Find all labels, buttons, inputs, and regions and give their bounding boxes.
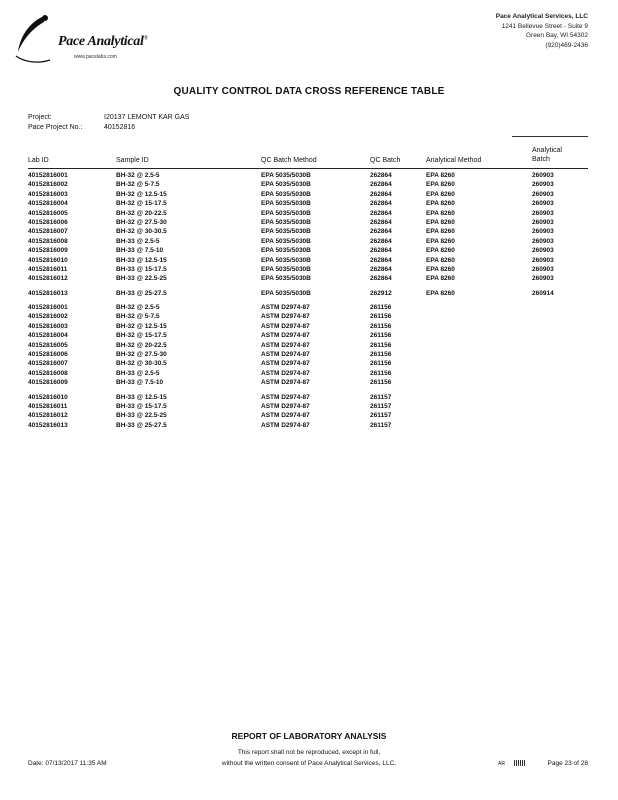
cell-lab-id: 40152816010 bbox=[28, 256, 68, 264]
cell-qc-batch: 261156 bbox=[370, 360, 392, 368]
cell-analytical-batch: 260903 bbox=[532, 275, 554, 283]
table-row bbox=[28, 422, 588, 431]
cell-qc-batch: 262864 bbox=[370, 209, 392, 217]
cell-lab-id: 40152816010 bbox=[28, 393, 68, 401]
cell-qc-batch: 262864 bbox=[370, 172, 392, 179]
col-header-qc-method: QC Batch Method bbox=[261, 157, 317, 164]
report-date: Date: 07/13/2017 11:35 AM bbox=[28, 760, 107, 767]
cell-qc-batch-method: ASTM D2974-87 bbox=[261, 322, 310, 330]
cell-qc-batch: 262864 bbox=[370, 247, 392, 255]
logo-registered-mark: ® bbox=[143, 35, 148, 42]
lab-address bbox=[496, 12, 588, 50]
cell-lab-id: 40152816007 bbox=[28, 360, 68, 368]
cell-qc-batch: 261156 bbox=[370, 313, 392, 321]
cell-qc-batch-method: EPA 5035/5030B bbox=[261, 218, 311, 226]
cell-lab-id: 40152816002 bbox=[28, 181, 68, 189]
cell-analytical-batch: 260903 bbox=[532, 237, 554, 245]
header-divider bbox=[512, 136, 588, 137]
pace-project-label: Pace Project No.: bbox=[28, 124, 83, 131]
logo-name: Pace Analytical® bbox=[58, 34, 148, 49]
pace-swoosh-icon bbox=[14, 12, 54, 68]
cell-analytical-method: EPA 8260 bbox=[426, 265, 455, 273]
cell-analytical-batch: 260903 bbox=[532, 172, 554, 179]
cell-analytical-method: EPA 8260 bbox=[426, 172, 455, 179]
project-value: I20137 LEMONT KAR GAS bbox=[104, 114, 190, 121]
cell-lab-id: 40152816009 bbox=[28, 247, 68, 255]
cell-lab-id: 40152816008 bbox=[28, 369, 68, 377]
table-row bbox=[28, 219, 588, 228]
cell-qc-batch: 262864 bbox=[370, 181, 392, 189]
cell-lab-id: 40152816011 bbox=[28, 402, 68, 410]
cell-qc-batch-method: ASTM D2974-87 bbox=[261, 369, 310, 377]
cell-sample-id: BH-32 @ 2.5-5 bbox=[116, 172, 160, 179]
cell-qc-batch-method: EPA 5035/5030B bbox=[261, 265, 311, 273]
cell-qc-batch-method: ASTM D2974-87 bbox=[261, 332, 310, 340]
table-row bbox=[28, 351, 588, 360]
cell-lab-id: 40152816012 bbox=[28, 275, 68, 283]
cell-qc-batch: 262864 bbox=[370, 190, 392, 198]
cell-qc-batch: 261157 bbox=[370, 393, 392, 401]
cell-qc-batch-method: EPA 5035/5030B bbox=[261, 275, 311, 283]
table-row bbox=[28, 172, 588, 181]
address-company: Pace Analytical Services, LLC bbox=[495, 13, 588, 20]
cell-sample-id: BH-32 @ 2.5-5 bbox=[116, 304, 160, 312]
cell-analytical-method: EPA 8260 bbox=[426, 275, 455, 283]
cell-qc-batch: 262864 bbox=[370, 237, 392, 245]
address-phone: (920)469-2436 bbox=[545, 41, 588, 49]
cell-qc-batch-method: ASTM D2974-87 bbox=[261, 351, 310, 359]
project-label: Project: bbox=[28, 114, 52, 121]
cell-qc-batch-method: ASTM D2974-87 bbox=[261, 379, 310, 387]
cell-analytical-method: EPA 8260 bbox=[426, 237, 455, 245]
table-row bbox=[28, 191, 588, 200]
cell-sample-id: BH-32 @ 12.5-15 bbox=[116, 190, 167, 198]
cell-qc-batch: 262864 bbox=[370, 265, 392, 273]
table-row bbox=[28, 275, 588, 284]
cell-qc-batch-method: EPA 5035/5030B bbox=[261, 247, 311, 255]
table-row bbox=[28, 342, 588, 351]
cell-qc-batch-method: EPA 5035/5030B bbox=[261, 289, 311, 297]
cell-lab-id: 40152816003 bbox=[28, 190, 68, 198]
col-header-analytical-batch bbox=[532, 146, 562, 164]
cell-sample-id: BH-33 @ 2.5-5 bbox=[116, 369, 160, 377]
cell-analytical-batch: 260903 bbox=[532, 200, 554, 208]
table-row bbox=[28, 200, 588, 209]
cell-qc-batch-method: EPA 5035/5030B bbox=[261, 228, 311, 236]
cell-sample-id: BH-32 @ 15-17.5 bbox=[116, 332, 167, 340]
cell-analytical-method: EPA 8260 bbox=[426, 190, 455, 198]
cell-lab-id: 40152816003 bbox=[28, 322, 68, 330]
cell-analytical-batch: 260903 bbox=[532, 209, 554, 217]
cell-analytical-method: EPA 8260 bbox=[426, 256, 455, 264]
cell-sample-id: BH-33 @ 22.5-25 bbox=[116, 412, 167, 420]
col-header-lab-id: Lab ID bbox=[28, 157, 49, 164]
cell-analytical-batch: 260914 bbox=[532, 289, 554, 297]
cell-qc-batch-method: EPA 5035/5030B bbox=[261, 181, 311, 189]
qc-table-body bbox=[28, 172, 588, 431]
table-row bbox=[28, 181, 588, 190]
cell-qc-batch-method: ASTM D2974-87 bbox=[261, 304, 310, 312]
cell-qc-batch: 261157 bbox=[370, 402, 392, 410]
cell-lab-id: 40152816001 bbox=[28, 172, 68, 179]
address-city: Green Bay, WI 54302 bbox=[525, 32, 588, 39]
cell-analytical-batch: 260903 bbox=[532, 181, 554, 189]
cell-qc-batch-method: EPA 5035/5030B bbox=[261, 172, 311, 179]
page-title: QUALITY CONTROL DATA CROSS REFERENCE TABLE bbox=[173, 86, 445, 97]
cell-qc-batch: 261157 bbox=[370, 421, 392, 429]
cell-qc-batch: 262864 bbox=[370, 275, 392, 283]
reviewer-initials: AR bbox=[498, 761, 505, 767]
table-row bbox=[28, 332, 588, 341]
table-row bbox=[28, 210, 588, 219]
cell-qc-batch: 262864 bbox=[370, 256, 392, 264]
cell-lab-id: 40152816007 bbox=[28, 228, 68, 236]
table-row bbox=[28, 403, 588, 412]
cell-lab-id: 40152816004 bbox=[28, 332, 68, 340]
company-logo bbox=[14, 12, 164, 68]
footer-note-line1: This report shall not be reproduced, except in full, bbox=[237, 749, 381, 756]
cell-analytical-batch: 260903 bbox=[532, 247, 554, 255]
cell-sample-id: BH-33 @ 12.5-15 bbox=[116, 256, 167, 264]
table-row bbox=[28, 228, 588, 237]
cell-qc-batch-method: ASTM D2974-87 bbox=[261, 341, 310, 349]
cell-qc-batch-method: ASTM D2974-87 bbox=[261, 313, 310, 321]
cell-lab-id: 40152816013 bbox=[28, 289, 68, 297]
table-row bbox=[28, 290, 588, 299]
footer-note-line2: without the written consent of Pace Analytical Services, LLC. bbox=[221, 760, 397, 767]
cell-lab-id: 40152816011 bbox=[28, 265, 68, 273]
cell-analytical-method: EPA 8260 bbox=[426, 247, 455, 255]
cell-analytical-method: EPA 8260 bbox=[426, 209, 455, 217]
cell-analytical-method: EPA 8260 bbox=[426, 289, 455, 297]
cell-lab-id: 40152816005 bbox=[28, 209, 68, 217]
table-row bbox=[28, 257, 588, 266]
cell-analytical-batch: 260903 bbox=[532, 265, 554, 273]
cell-lab-id: 40152816013 bbox=[28, 421, 68, 429]
cell-analytical-batch: 260903 bbox=[532, 190, 554, 198]
pace-project-value: 40152816 bbox=[104, 124, 136, 131]
cell-sample-id: BH-32 @ 15-17.5 bbox=[116, 200, 167, 208]
cell-qc-batch: 262912 bbox=[370, 289, 392, 297]
cell-qc-batch-method: ASTM D2974-87 bbox=[261, 421, 310, 429]
cell-lab-id: 40152816012 bbox=[28, 412, 68, 420]
cell-analytical-method: EPA 8260 bbox=[426, 200, 455, 208]
cell-sample-id: BH-33 @ 15-17.5 bbox=[116, 402, 167, 410]
table-row bbox=[28, 370, 588, 379]
col-header-qc-batch: QC Batch bbox=[370, 157, 401, 164]
cell-qc-batch-method: EPA 5035/5030B bbox=[261, 190, 311, 198]
cell-qc-batch: 262864 bbox=[370, 200, 392, 208]
cell-qc-batch: 261156 bbox=[370, 332, 392, 340]
table-row bbox=[28, 304, 588, 313]
cell-analytical-batch: 260903 bbox=[532, 256, 554, 264]
cell-sample-id: BH-33 @ 7.5-10 bbox=[116, 379, 164, 387]
cell-qc-batch-method: ASTM D2974-87 bbox=[261, 412, 310, 420]
cell-sample-id: BH-33 @ 25-27.5 bbox=[116, 289, 167, 297]
cell-sample-id: BH-33 @ 2.5-5 bbox=[116, 237, 160, 245]
table-row bbox=[28, 323, 588, 332]
cell-sample-id: BH-33 @ 22.5-25 bbox=[116, 275, 167, 283]
col-header-sample-id: Sample ID bbox=[116, 157, 149, 164]
table-row bbox=[28, 360, 588, 369]
col-header-analytical-batch-line1: Analytical bbox=[532, 147, 562, 154]
cell-qc-batch: 261156 bbox=[370, 322, 392, 330]
cell-sample-id: BH-32 @ 5-7.5 bbox=[116, 313, 160, 321]
table-row bbox=[28, 313, 588, 322]
table-row bbox=[28, 247, 588, 256]
cell-sample-id: BH-32 @ 30-30.5 bbox=[116, 228, 167, 236]
cell-sample-id: BH-33 @ 12.5-15 bbox=[116, 393, 167, 401]
cell-lab-id: 40152816002 bbox=[28, 313, 68, 321]
table-row bbox=[28, 266, 588, 275]
cell-qc-batch: 261156 bbox=[370, 341, 392, 349]
cell-sample-id: BH-33 @ 7.5-10 bbox=[116, 247, 164, 255]
cell-qc-batch: 262864 bbox=[370, 218, 392, 226]
header-rule bbox=[28, 168, 588, 169]
cell-qc-batch: 261156 bbox=[370, 369, 392, 377]
cell-qc-batch-method: EPA 5035/5030B bbox=[261, 209, 311, 217]
cell-analytical-method: EPA 8260 bbox=[426, 218, 455, 226]
cell-sample-id: BH-33 @ 25-27.5 bbox=[116, 421, 167, 429]
cell-lab-id: 40152816009 bbox=[28, 379, 68, 387]
table-row bbox=[28, 412, 588, 421]
col-header-analytical-method: Analytical Method bbox=[426, 157, 482, 164]
cell-analytical-method: EPA 8260 bbox=[426, 228, 455, 236]
cell-qc-batch: 261156 bbox=[370, 351, 392, 359]
table-row bbox=[28, 238, 588, 247]
col-header-analytical-batch-line2: Batch bbox=[532, 156, 550, 163]
cell-qc-batch-method: EPA 5035/5030B bbox=[261, 237, 311, 245]
cell-qc-batch: 261156 bbox=[370, 379, 392, 387]
cell-analytical-batch: 260903 bbox=[532, 218, 554, 226]
cell-sample-id: BH-32 @ 20-22.5 bbox=[116, 341, 167, 349]
cell-qc-batch-method: EPA 5035/5030B bbox=[261, 256, 311, 264]
cell-lab-id: 40152816006 bbox=[28, 351, 68, 359]
table-row bbox=[28, 394, 588, 403]
cell-sample-id: BH-32 @ 27.5-30 bbox=[116, 351, 167, 359]
cell-lab-id: 40152816001 bbox=[28, 304, 68, 312]
cell-sample-id: BH-32 @ 12.5-15 bbox=[116, 322, 167, 330]
cell-qc-batch: 261156 bbox=[370, 304, 392, 312]
footer-title: REPORT OF LABORATORY ANALYSIS bbox=[231, 731, 387, 741]
cell-analytical-batch: 260903 bbox=[532, 228, 554, 236]
cell-qc-batch-method: ASTM D2974-87 bbox=[261, 402, 310, 410]
cell-sample-id: BH-32 @ 30-30.5 bbox=[116, 360, 167, 368]
cell-lab-id: 40152816004 bbox=[28, 200, 68, 208]
cell-qc-batch: 261157 bbox=[370, 412, 392, 420]
cell-sample-id: BH-32 @ 20-22.5 bbox=[116, 209, 167, 217]
cell-lab-id: 40152816006 bbox=[28, 218, 68, 226]
cell-qc-batch-method: EPA 5035/5030B bbox=[261, 200, 311, 208]
barcode-icon bbox=[514, 760, 526, 766]
cell-sample-id: BH-32 @ 5-7.5 bbox=[116, 181, 160, 189]
logo-url: www.pacelabs.com bbox=[74, 54, 117, 60]
cell-qc-batch-method: ASTM D2974-87 bbox=[261, 360, 310, 368]
cell-sample-id: BH-32 @ 27.5-30 bbox=[116, 218, 167, 226]
address-street: 1241 Bellevue Street - Suite 9 bbox=[501, 22, 588, 30]
cell-lab-id: 40152816008 bbox=[28, 237, 68, 245]
table-row bbox=[28, 379, 588, 388]
cell-qc-batch: 262864 bbox=[370, 228, 392, 236]
cell-qc-batch-method: ASTM D2974-87 bbox=[261, 393, 310, 401]
cell-sample-id: BH-33 @ 15-17.5 bbox=[116, 265, 167, 273]
page-number: Page 23 of 28 bbox=[547, 760, 588, 767]
cell-lab-id: 40152816005 bbox=[28, 341, 68, 349]
cell-analytical-method: EPA 8260 bbox=[426, 181, 455, 189]
